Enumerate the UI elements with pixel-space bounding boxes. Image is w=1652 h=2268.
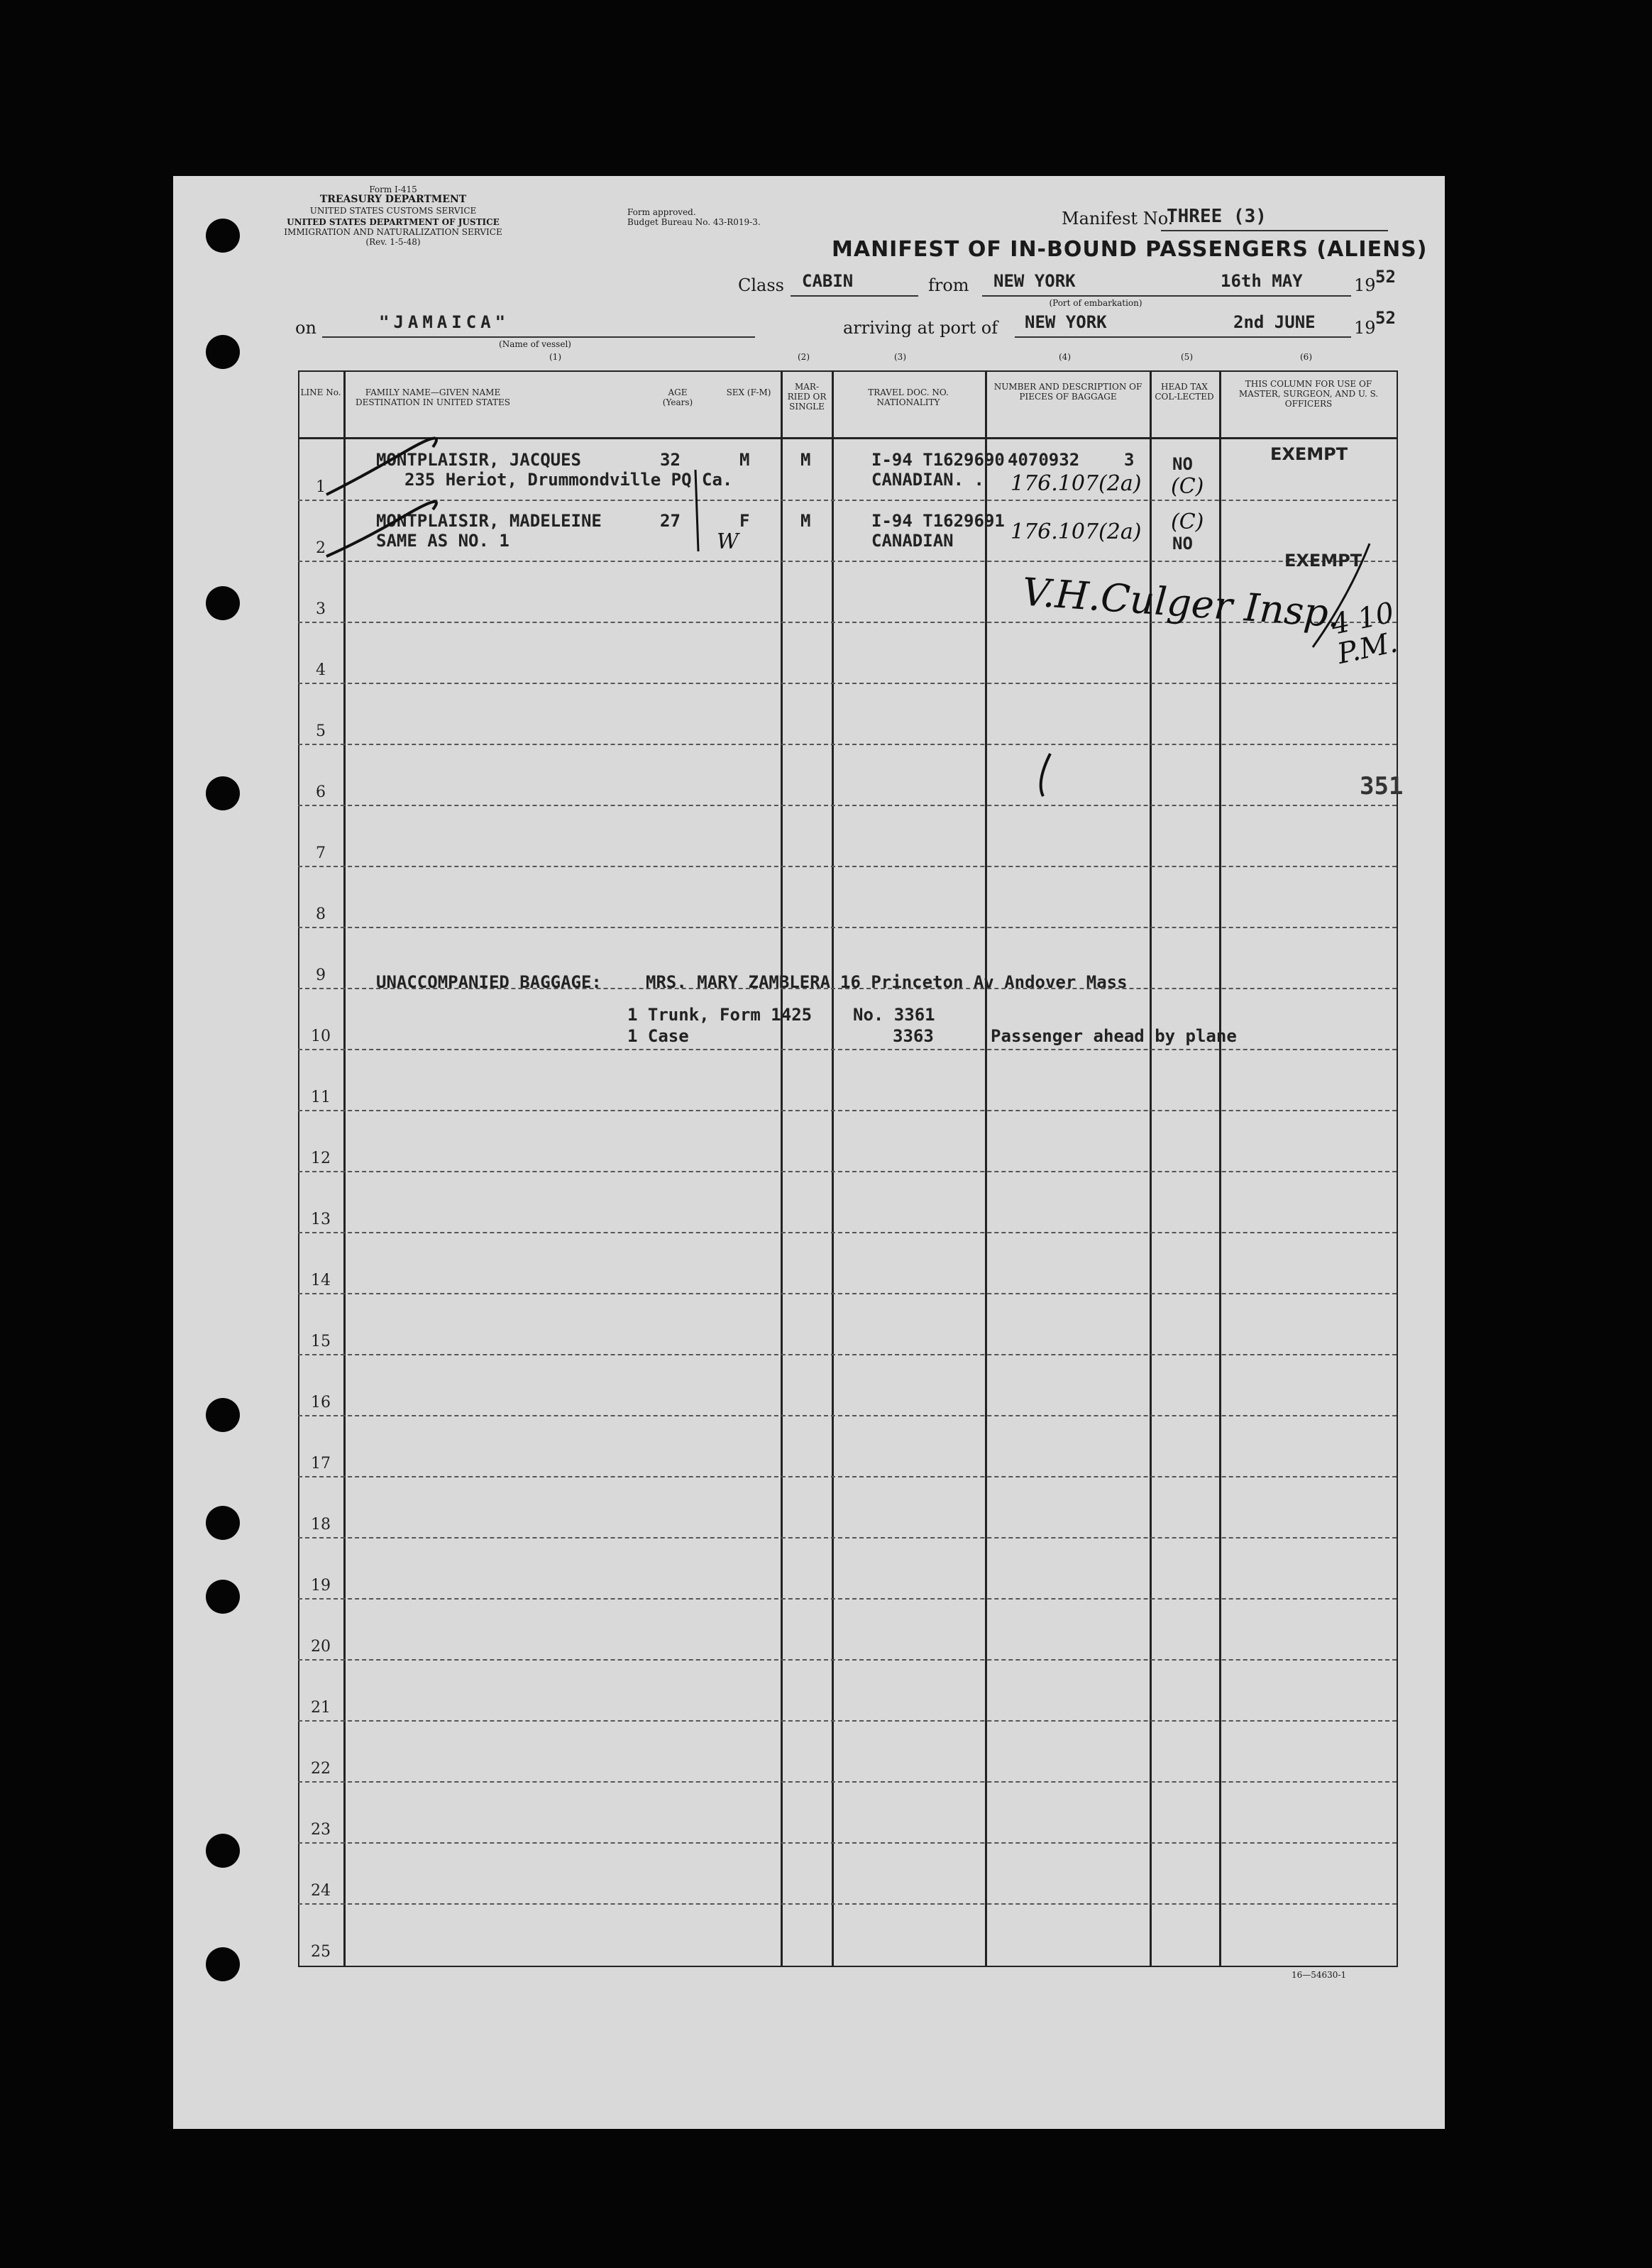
col-num-4: (4) xyxy=(1059,352,1071,362)
form-revision: (Rev. 1-5-48) xyxy=(365,237,421,247)
line-number: 3 xyxy=(316,600,326,618)
inspection-time: 4 10 P.M. xyxy=(1328,596,1401,671)
passenger-name: MONTPLAISIR, JACQUES xyxy=(376,450,581,470)
passenger-married: M xyxy=(800,450,811,470)
form-number: Form I-415 xyxy=(369,185,417,194)
line-number: 25 xyxy=(311,1943,331,1961)
vessel-caption: (Name of vessel) xyxy=(499,339,571,349)
col-travel-doc: TRAVEL DOC. NO. NATIONALITY xyxy=(868,387,949,407)
year-prefix-1: 19 xyxy=(1354,275,1376,295)
port-embark-caption: (Port of embarkation) xyxy=(1049,298,1142,308)
line-number: 11 xyxy=(311,1089,331,1106)
unaccompanied-address: 16 Princeton Av Andover Mass xyxy=(840,972,1128,992)
passenger-nationality: CANADIAN xyxy=(871,531,954,551)
col-sex: SEX (F-M) xyxy=(726,387,771,397)
line-number: 15 xyxy=(311,1333,331,1350)
line-number: 17 xyxy=(311,1455,331,1472)
line-number: 4 xyxy=(316,661,326,679)
line-number: 18 xyxy=(311,1516,331,1534)
line-number: 5 xyxy=(316,722,326,740)
line-number: 2 xyxy=(316,539,326,557)
col-age: AGE (Years) xyxy=(662,387,693,407)
col-num-6: (6) xyxy=(1300,352,1312,362)
passenger-married: M xyxy=(800,511,811,531)
head-tax: NO xyxy=(1172,454,1193,474)
binder-hole xyxy=(206,1834,240,1868)
line-number: 10 xyxy=(311,1028,331,1045)
manifest-no-label: Manifest No. xyxy=(1062,209,1174,229)
passenger-travel-doc: I-94 T1629691 xyxy=(871,511,1005,531)
embark-year: 52 xyxy=(1375,267,1396,287)
arriving-label: arriving at port of xyxy=(843,318,998,338)
from-label: from xyxy=(928,275,969,295)
officer-note: EXEMPT xyxy=(1270,444,1348,464)
baggage-number: 4070932 xyxy=(1008,450,1080,470)
binder-hole xyxy=(206,586,240,620)
arrival-port: NEW YORK xyxy=(1025,312,1107,332)
baggage-note: Passenger ahead by plane xyxy=(991,1026,1237,1046)
passenger-age: 27 xyxy=(660,511,681,531)
vessel-name: "JAMAICA" xyxy=(379,312,510,332)
class-value: CABIN xyxy=(802,271,854,291)
from-port: NEW YORK xyxy=(993,271,1076,291)
baggage-count: 3 xyxy=(1124,450,1135,470)
baggage-handwritten: 176.107(2a) xyxy=(1011,519,1142,544)
head-tax-handwritten: (C) xyxy=(1171,510,1204,534)
passenger-sex: F xyxy=(739,511,750,531)
binder-hole xyxy=(206,1398,240,1432)
line-number: 7 xyxy=(316,844,326,862)
col-head-tax: HEAD TAX COL-LECTED xyxy=(1155,382,1214,402)
baggage-item-1: 1 Trunk, Form 1425 xyxy=(627,1005,813,1025)
passenger-sex: M xyxy=(739,450,750,470)
on-label: on xyxy=(295,318,316,338)
line-number: 22 xyxy=(311,1760,331,1778)
stamp-number: 351 xyxy=(1360,772,1404,800)
manifest-title: MANIFEST OF IN-BOUND PASSENGERS (ALIENS) xyxy=(832,237,1428,262)
line-number: 21 xyxy=(311,1699,331,1717)
binder-hole xyxy=(206,335,240,369)
manifest-table xyxy=(298,370,1404,1966)
line-number: 13 xyxy=(311,1211,331,1228)
ins-service: IMMIGRATION AND NATURALIZATION SERVICE xyxy=(284,227,502,237)
head-tax: NO xyxy=(1172,534,1193,554)
passenger-destination: 235 Heriot, Drummondville PQ Ca. xyxy=(404,470,733,490)
justice-dept: UNITED STATES DEPARTMENT OF JUSTICE xyxy=(287,217,500,227)
line-number: 24 xyxy=(311,1882,331,1900)
officer-note: EXEMPT xyxy=(1284,551,1362,571)
col-officers: THIS COLUMN FOR USE OF MASTER, SURGEON, AND U. S. OFFICERS xyxy=(1238,379,1379,409)
arrival-date: 2nd JUNE xyxy=(1233,312,1316,332)
embark-date: 16th MAY xyxy=(1221,271,1303,291)
binder-hole xyxy=(206,776,240,810)
baggage-item-2-number: 3363 xyxy=(893,1026,934,1046)
line-number: 14 xyxy=(311,1272,331,1289)
sex-handwritten: W xyxy=(717,529,739,554)
line-number: 16 xyxy=(311,1394,331,1411)
passenger-travel-doc: I-94 T1629690 xyxy=(871,450,1005,470)
line-number: 8 xyxy=(316,905,326,923)
passenger-age: 32 xyxy=(660,450,681,470)
manifest-page xyxy=(173,176,1445,2129)
head-tax-handwritten: (C) xyxy=(1171,474,1204,499)
unaccompanied-label: UNACCOMPANIED BAGGAGE: xyxy=(376,972,602,992)
line-number: 20 xyxy=(311,1638,331,1656)
col-num-1: (1) xyxy=(549,352,561,362)
line-number: 12 xyxy=(311,1150,331,1167)
binder-hole xyxy=(206,219,240,253)
passenger-name: MONTPLAISIR, MADELEINE xyxy=(376,511,602,531)
passenger-destination: SAME AS NO. 1 xyxy=(376,531,510,551)
binder-hole xyxy=(206,1506,240,1540)
unaccompanied-owner: MRS. MARY ZAMBLERA xyxy=(646,972,831,992)
line-number: 23 xyxy=(311,1821,331,1839)
line-number: 9 xyxy=(316,967,326,984)
passenger-nationality: CANADIAN. . xyxy=(871,470,984,490)
form-approved: Form approved. xyxy=(627,207,696,217)
col-num-5: (5) xyxy=(1181,352,1193,362)
baggage-handwritten: 176.107(2a) xyxy=(1011,471,1142,496)
print-code: 16—54630-1 xyxy=(1292,1970,1347,1980)
arrival-year: 52 xyxy=(1375,308,1396,328)
col-baggage: NUMBER AND DESCRIPTION OF PIECES OF BAGGAGE xyxy=(993,382,1142,402)
col-num-3: (3) xyxy=(894,352,906,362)
line-number: 1 xyxy=(316,478,326,496)
col-num-2: (2) xyxy=(798,352,810,362)
baggage-item-1-number: No. 3361 xyxy=(853,1005,935,1025)
binder-hole xyxy=(206,1580,240,1614)
customs-service: UNITED STATES CUSTOMS SERVICE xyxy=(309,206,477,216)
col-line-no: LINE No. xyxy=(300,387,341,397)
class-label: Class xyxy=(738,275,784,295)
line-number: 6 xyxy=(316,783,326,801)
binder-hole xyxy=(206,1947,240,1981)
year-prefix-2: 19 xyxy=(1354,318,1376,338)
budget-bureau-no: Budget Bureau No. 43-R019-3. xyxy=(627,217,761,227)
baggage-item-2: 1 Case xyxy=(627,1026,689,1046)
inspector-signature: V.H.Culger Insp. xyxy=(1020,569,1343,637)
manifest-no-value: THREE (3) xyxy=(1167,206,1267,227)
treasury-dept: TREASURY DEPARTMENT xyxy=(319,194,467,205)
col-name: FAMILY NAME—GIVEN NAME DESTINATION IN UNITED STATES xyxy=(356,387,510,407)
line-number: 19 xyxy=(311,1577,331,1595)
col-married: MAR-RIED OR SINGLE xyxy=(787,382,827,412)
